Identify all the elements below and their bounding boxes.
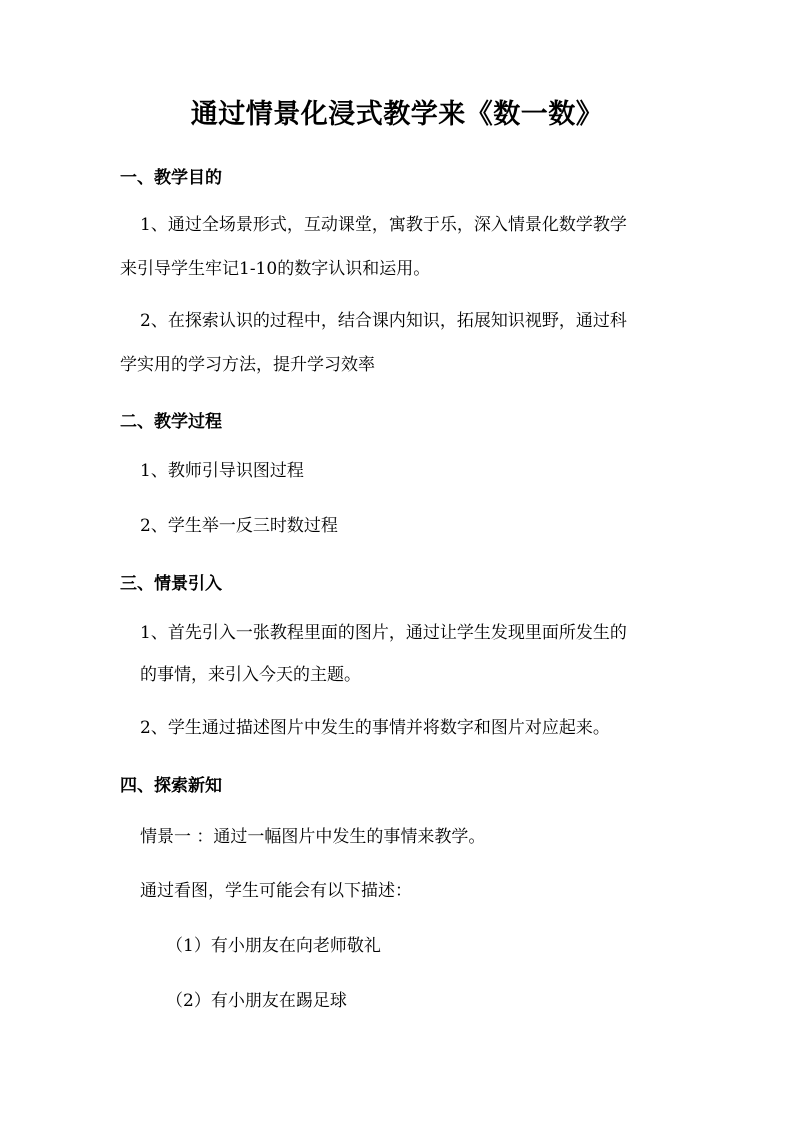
paragraph-line: 2、在探索认识的过程中，结合课内知识，拓展知识视野，通过科 <box>140 311 627 331</box>
list-item: （2）有小朋友在踢足球 <box>166 991 347 1011</box>
paragraph-line: 1、通过全场景形式，互动课堂，寓教于乐，深入情景化数学教学 <box>140 215 627 235</box>
list-item: （1）有小朋友在向老师敬礼 <box>166 936 381 956</box>
section-heading-process: 二、教学过程 <box>120 412 222 432</box>
paragraph-line: 1、首先引入一张教程里面的图片，通过让学生发现里面所发生的 <box>140 623 627 643</box>
document-title: 通过情景化浸式教学来《数一数》 <box>190 99 604 130</box>
paragraph-line: 情景一 ：通过一幅图片中发生的事情来教学。 <box>140 827 486 847</box>
paragraph-line: 2、学生举一反三时数过程 <box>140 516 338 536</box>
paragraph-line: 学实用的学习方法，提升学习效率 <box>120 355 375 375</box>
paragraph-line: 的事情，来引入今天的主题。 <box>140 665 361 685</box>
paragraph-line: 2、学生通过描述图片中发生的事情并将数字和图片对应起来。 <box>140 718 610 738</box>
section-heading-explore: 四、探索新知 <box>120 776 222 796</box>
paragraph-line: 通过看图，学生可能会有以下描述： <box>140 881 412 901</box>
section-heading-introduction: 三、情景引入 <box>120 574 222 594</box>
section-heading-objectives: 一、教学目的 <box>120 168 222 188</box>
paragraph-line: 1、教师引导识图过程 <box>140 461 304 481</box>
paragraph-line: 来引导学生牢记1-10的数字认识和运用。 <box>120 259 431 279</box>
